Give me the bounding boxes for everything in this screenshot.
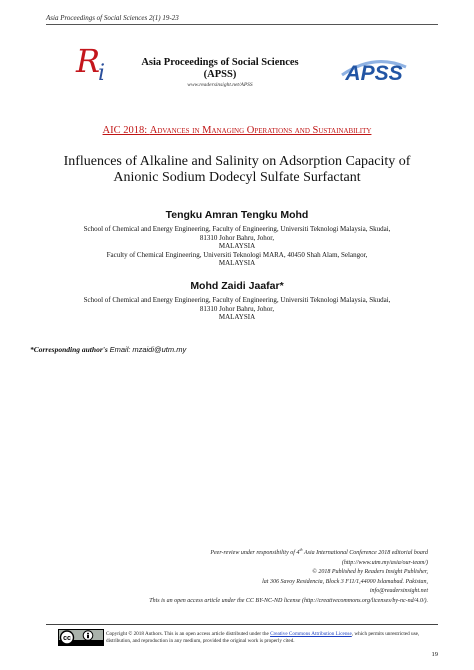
affiliation-line: School of Chemical and Energy Engineering, Faculty of Engineering, Universiti Teknologi Malaysia, Skudai, (83, 225, 391, 233)
license-note: This is an open access article under the CC BY-NC-ND license (http://creativecommons.org/licenses/by-nc-nd/4.0/). (149, 597, 428, 604)
author-name-1: Tengku Amran Tengku Mohd (165, 209, 309, 221)
paper-title-line-1: Influences of Alkaline and Salinity on Adsorption Capacity of (63, 154, 411, 169)
affiliation-line: MALAYSIA (218, 259, 256, 268)
license-statement (106, 631, 436, 645)
cc-by-icon[interactable] (58, 629, 104, 646)
affiliation-line: 81310 Johor Bahru, Johor, (199, 233, 275, 242)
ri-logo-i: i (98, 61, 106, 82)
page-number: 19 (431, 651, 438, 658)
license-text-start: Copyright © 2018 Authors. This is an open access article distributed under the (106, 631, 271, 637)
publisher-note: © 2018 Published by Readers Insight Publisher, (312, 569, 428, 575)
by-person-body (87, 635, 89, 638)
cc-letters: cc (63, 635, 71, 642)
paper-title-line-2: Anionic Sodium Dodecyl Sulfate Surfactant (113, 170, 361, 185)
corresponding-author (30, 345, 186, 354)
journal-title: Asia Proceedings of Social Sciences (141, 57, 299, 68)
paper-title (40, 154, 434, 186)
footer-notes (28, 545, 428, 606)
ri-logo-r: R (76, 42, 101, 80)
header-rule (46, 24, 438, 25)
corresponding-email[interactable]: mzaidi@utm.my (132, 345, 187, 354)
conference-theme: Advances in Managing Operations and Sustainability (149, 125, 372, 136)
author-affiliation-1 (56, 225, 418, 268)
apss-logo-text: APSS (345, 62, 403, 85)
peer-review-note: Peer-review under responsibility of 4th Asia International Conference 2018 editorial board (210, 547, 428, 556)
editorial-board-url[interactable]: (http://www.utm.my/asia/our-team/) (341, 559, 428, 566)
apss-logo (338, 51, 410, 85)
affiliation-line: 81310 Johor Bahru, Johor, (199, 304, 275, 313)
license-text-end: , which permits unrestricted use, distribution, and reproduction in any medium, provided the original work is properly cited. (106, 631, 420, 644)
footer-rule (46, 624, 438, 625)
running-head: Asia Proceedings of Social Sciences 2(1) 19-23 (46, 14, 179, 22)
journal-website[interactable]: www.readersinsight.net/APSS (187, 82, 253, 88)
ri-logo (74, 42, 120, 82)
cc-license-link[interactable]: Creative Commons Attribution License (270, 631, 352, 637)
conference-title (0, 125, 474, 136)
email-label: Email: (109, 345, 131, 354)
journal-abbrev: (APSS) (203, 69, 237, 80)
affiliation-line: MALAYSIA (218, 313, 256, 322)
publisher-email[interactable]: info@readersinsight.net (369, 588, 428, 594)
corresponding-label: *Corresponding author's (30, 345, 108, 354)
affiliation-line: School of Chemical and Energy Engineering, Faculty of Engineering, Universiti Teknologi Malaysia, Skudai, (83, 296, 391, 304)
conference-prefix: AIC 2018: (102, 125, 150, 136)
affiliation-line: Faculty of Chemical Engineering, Universiti Teknologi MARA, 40450 Shah Alam, Selangor, (106, 250, 368, 259)
publisher-address: lat 306 Savoy Residencia, Block 3 F11/1,44000 Islamabad. Pakistan, (262, 578, 428, 585)
by-person-head (87, 633, 89, 635)
author-name-2: Mohd Zaidi Jaafar* (190, 280, 284, 292)
author-affiliation-2 (56, 296, 418, 322)
affiliation-line: MALAYSIA (218, 242, 256, 251)
